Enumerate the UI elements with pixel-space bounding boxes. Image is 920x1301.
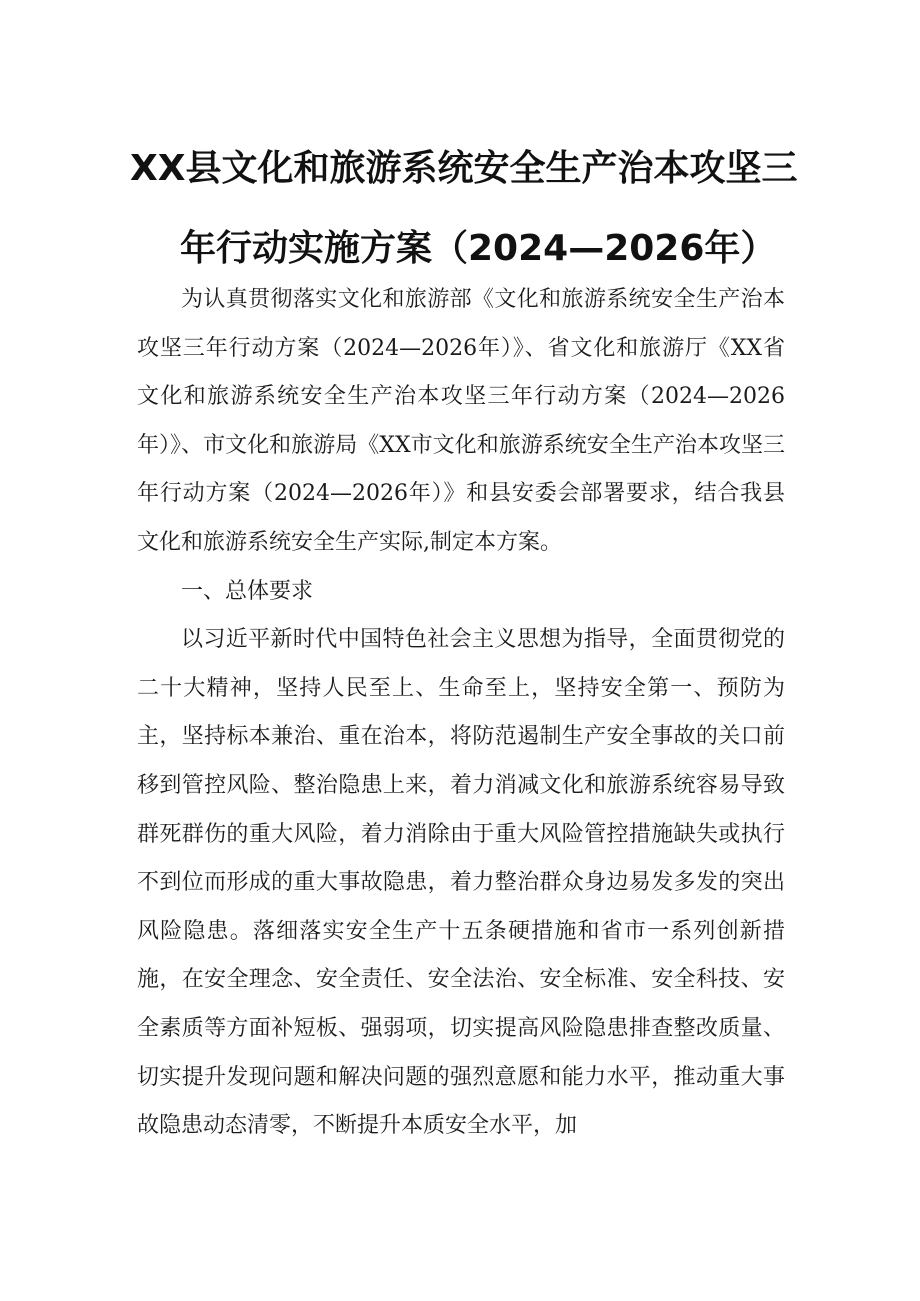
intro-paragraph: 为认真贯彻落实文化和旅游部《文化和旅游系统安全生产治本攻坚三年行动方案（2024—2026年）》、省文化和旅游厅《XX省文化和旅游系统安全生产治本攻坚三年行动方案（2024—2026年）》、市文化和旅游局《XX市文化和旅游系统安全生产治本攻坚三年行动方案（2024—2026年）》和县安委会部署要求，结合我县文化和旅游系统安全生产实际,制定本方案。 bbox=[137, 287, 785, 555]
section-heading-general-requirements: 一、总体要求 bbox=[181, 578, 314, 604]
document-title-line-1: XX县文化和旅游系统安全生产治本攻坚三 bbox=[130, 148, 798, 189]
document-title-line-2: 年行动实施方案（2024—2026年） bbox=[180, 228, 777, 269]
document-body bbox=[137, 276, 785, 1151]
section-paragraph-general-requirements: 以习近平新时代中国特色社会主义思想为指导，全面贯彻党的二十大精神，坚持人民至上、生命至上，坚持安全第一、预防为主，坚持标本兼治、重在治本，将防范遏制生产安全事故的关口前移到管控风险、整治隐患上来，着力消减文化和旅游系统容易导致群死群伤的重大风险，着力消除由于重大风险管控措施缺失或执行不到位而形成的重大事故隐患，着力整治群众身边易发多发的突出风险隐患。落细落实安全生产十五条硬措施和省市一系列创新措施，在安全理念、安全责任、安全法治、安全标准、安全科技、安全素质等方面补短板、强弱项，切实提高风险隐患排查整改质量、切实提升发现问题和解决问题的强烈意愿和能力水平，推动重大事故隐患动态清零，不断提升本质安全水平，加 bbox=[137, 627, 785, 1139]
